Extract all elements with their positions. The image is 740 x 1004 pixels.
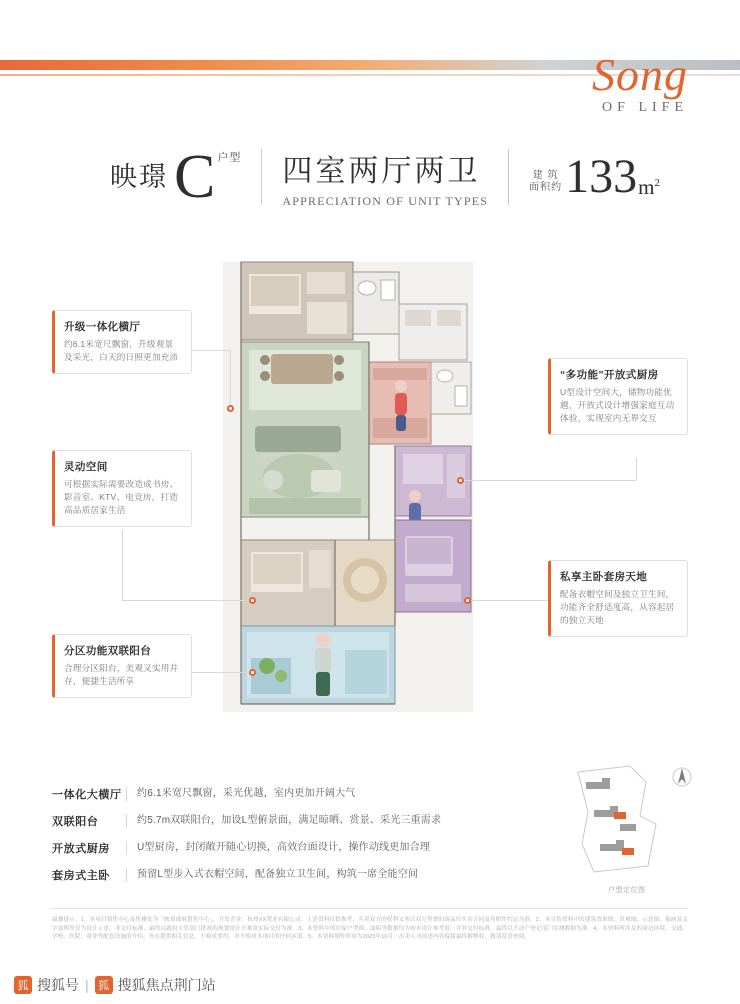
callout-dot-5 (464, 597, 471, 604)
area-label (529, 170, 562, 194)
callout-text: 合理分区阳台，美观又实用并存，便捷生活所享 (64, 663, 179, 686)
sohu-watermark (14, 975, 216, 995)
feature-row (52, 786, 482, 802)
callout-flexible-space (52, 450, 192, 527)
callout-dot-2 (249, 597, 256, 604)
callout-dot-3 (249, 669, 256, 676)
callout-title: 灵动空间 (64, 461, 108, 473)
rooms-label-en: APPRECIATION OF UNIT TYPES (282, 193, 489, 208)
unit-type-label (217, 152, 241, 164)
callout-text: U型设计空间大，储物功能优越，开放式设计增强家庭互动体验，实现室内无界交互 (560, 387, 675, 423)
callout-text: 约6.1米宽尺飘窗，升级观景及采光，白天的日照更加充沛 (64, 339, 179, 362)
sohu-account-label: 搜狐号 (37, 977, 79, 993)
rooms-block (282, 146, 488, 209)
callout-master-suite (548, 560, 688, 637)
feature-tag: 一体化大横厅 (52, 789, 122, 801)
feature-tag: 双联阳台 (52, 816, 99, 828)
callout-dot-4 (457, 477, 464, 484)
callout-leader-vert-2 (122, 530, 123, 600)
feature-text: 约6.1米宽尺飘窗，采光优越，室内更加开阔大气 (137, 788, 356, 799)
callout-leader-vert-1 (230, 350, 231, 408)
area-label-line1: 建 筑 (532, 170, 559, 181)
area-number: 133 (565, 150, 638, 203)
callout-multifunction-kitchen (548, 358, 688, 435)
callout-title: 私享主卧套房天地 (560, 571, 648, 583)
feature-tag: 套房式主卧 (52, 870, 110, 882)
callout-text: 配备衣帽空间及独立卫生间，功能齐全舒适度高，从容起居的独立天地 (560, 589, 675, 625)
area-unit-sup: 2 (654, 177, 660, 189)
sohu-site-label: 搜狐焦点荆门站 (117, 977, 216, 993)
feature-text: 约5.7m双联阳台，加设L型俯景面，满足晾晒、赏景、采光三重需求 (137, 815, 442, 826)
callout-dot-1 (227, 405, 234, 412)
callout-upgraded-living-hall (52, 310, 192, 374)
feature-sep (126, 868, 127, 882)
feature-text: U型厨房，封闭敞开随心切换，高效台面设计，操作动线更加合理 (137, 842, 431, 853)
brand-script-text: Song (592, 49, 688, 100)
callout-leader-line-3 (192, 672, 252, 673)
feature-sep (126, 787, 127, 801)
brand-logo (592, 49, 688, 116)
callout-leader-vert-4 (636, 458, 637, 480)
unit-letter: C (174, 143, 216, 211)
feature-list (52, 786, 482, 894)
callout-leader-line-4 (460, 480, 636, 481)
title-divider-left (261, 149, 262, 205)
feature-text: 预留L型步入式衣帽空间，配备独立卫生间，构筑一席全能空间 (137, 869, 419, 880)
rooms-label: 四室两厅两卫 (282, 154, 481, 188)
unit-type-text: 户型 (217, 152, 242, 164)
callout-title: “多功能”开放式厨房 (560, 369, 659, 381)
callout-title: 分区功能双联阳台 (64, 645, 152, 657)
callout-leader-line-2 (122, 600, 252, 601)
sohu-logo-icon: 狐 (14, 976, 32, 994)
sohu-separator: | (85, 977, 89, 993)
feature-tag: 开放式厨房 (52, 843, 110, 855)
footer-divider (52, 908, 688, 909)
feature-sep (126, 841, 127, 855)
compass-icon (672, 766, 692, 792)
callout-leader-line-5 (470, 600, 548, 601)
title-divider-right (508, 149, 509, 205)
brand-subtitle: OF LIFE (602, 100, 688, 115)
callout-text: 可根据实际需要改造成书房、影音室、KTV、电竞房，打造高品质居家生活 (64, 479, 179, 515)
feature-row (52, 867, 482, 883)
area-unit-text: m (638, 175, 655, 199)
callout-dual-balcony (52, 634, 192, 698)
feature-sep (126, 814, 127, 828)
floor-plan (215, 258, 515, 728)
site-location-map (560, 760, 700, 900)
callout-title: 升级一体化横厅 (64, 321, 141, 333)
area-unit (638, 175, 660, 200)
sohu-logo-icon-2: 狐 (95, 976, 113, 994)
area-block (529, 150, 660, 203)
area-label-line2: 面积约 (529, 182, 563, 193)
feature-row (52, 813, 482, 829)
callout-leader-line-1 (192, 350, 230, 351)
floor-plan-svg (215, 258, 515, 728)
feature-row (52, 840, 482, 856)
page-title (110, 142, 670, 212)
site-map-caption: 户型定位图 (608, 887, 646, 894)
series-name: 映璟 (110, 162, 168, 192)
disclaimer-text: 温馨提示：1、本项目销售中心及售楼处为「映璟郡府销售中心」，开发企业：杭州XX置业有限公司，上述资料仅供参考，买卖双方的权利义务以双方签署的商品房买卖合同及其附件约定为准。2、本宣传资料中的建筑效果图、景观图、示意图、插画及文字说明等仅为设计示意，非交付标准，最终以政府主管部门批准的规划设计方案及实际交付为准。3、本资料中的房屋户型图、面积等数据均为初步设计参考值，并非交付标准，最终以不动产登记部门实测数据为准。4、本资料所涉及的周边环境、交通、学校、医院、商业等配套设施的介绍，旨在提供相关信息，不构成要约，亦不构成本项目的任何承诺。5、本资料制作时间为2023年10月，出卖人对前述内容保留最终解释权，敬请留意查阅。 (52, 917, 688, 941)
